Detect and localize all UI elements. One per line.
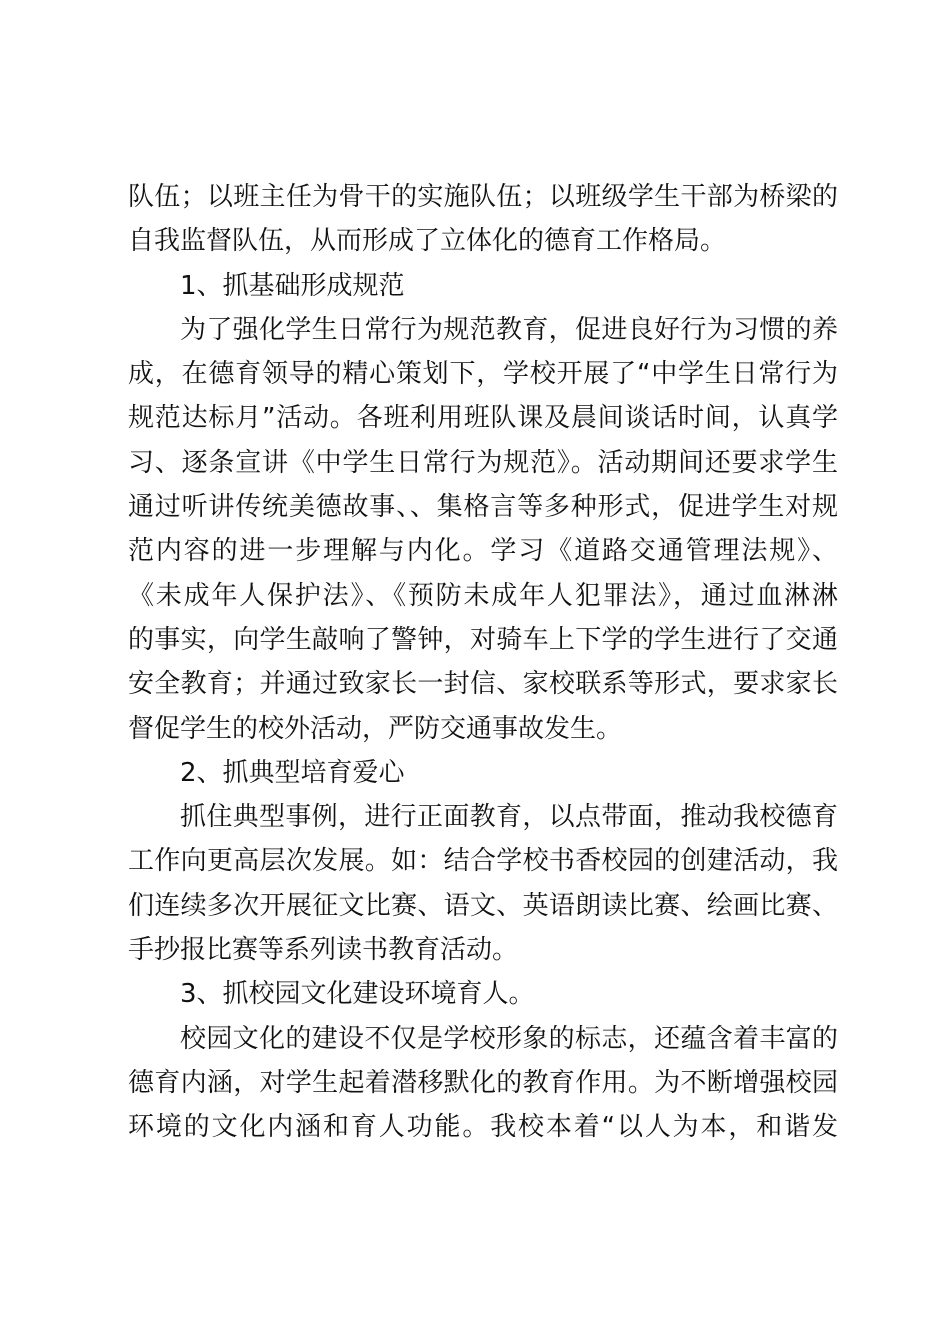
text-line: 《未成年人保护法》、《预防未成年人犯罪法》，通过血淋淋 bbox=[128, 580, 838, 611]
text-line: 们连续多次开展征文比赛、语文、英语朗读比赛、绘画比赛、 bbox=[128, 890, 838, 921]
text-line: 督促学生的校外活动，严防交通事故发生。 bbox=[128, 713, 623, 744]
text-line: 工作向更高层次发展。如：结合学校书香校园的创建活动，我 bbox=[128, 846, 838, 877]
section-heading: 1、抓基础形成规范 bbox=[180, 270, 405, 301]
text-line: 成，在德育领导的精心策划下，学校开展了“中学生日常行为 bbox=[128, 359, 838, 390]
text-line: 的事实，向学生敲响了警钟，对骑车上下学的学生进行了交通 bbox=[128, 624, 838, 655]
text-line: 队伍；以班主任为骨干的实施队伍；以班级学生干部为桥梁的 bbox=[128, 182, 838, 212]
text-line: 为了强化学生日常行为规范教育，促进良好行为习惯的养 bbox=[180, 314, 838, 345]
text-line: 德育内涵，对学生起着潜移默化的教育作用。为不断增强校园 bbox=[128, 1067, 838, 1098]
text-line: 环境的文化内涵和育人功能。我校本着“以人为本，和谐发 bbox=[128, 1112, 838, 1143]
text-line: 抓住典型事例，进行正面教育，以点带面，推动我校德育 bbox=[180, 802, 838, 833]
text-line: 习、逐条宣讲《中学生日常行为规范》。活动期间还要求学生 bbox=[128, 447, 838, 478]
section-heading: 3、抓校园文化建设环境育人。 bbox=[180, 979, 535, 1010]
text-line: 范内容的进一步理解与内化。学习《道路交通管理法规》、 bbox=[128, 536, 838, 567]
text-line: 规范达标月”活动。各班利用班队课及晨间谈话时间，认真学 bbox=[128, 403, 838, 434]
text-line: 通过听讲传统美德故事、、集格言等多种形式，促进学生对规 bbox=[128, 492, 838, 523]
text-line: 校园文化的建设不仅是学校形象的标志，还蕴含着丰富的 bbox=[180, 1023, 838, 1054]
body-text bbox=[128, 175, 838, 1150]
text-line: 手抄报比赛等系列读书教育活动。 bbox=[128, 935, 519, 966]
section-heading: 2、抓典型培育爱心 bbox=[180, 757, 405, 788]
text-line: 自我监督队伍，从而形成了立体化的德育工作格局。 bbox=[128, 226, 727, 257]
text-line: 安全教育；并通过致家长一封信、家校联系等形式，要求家长 bbox=[128, 669, 838, 700]
